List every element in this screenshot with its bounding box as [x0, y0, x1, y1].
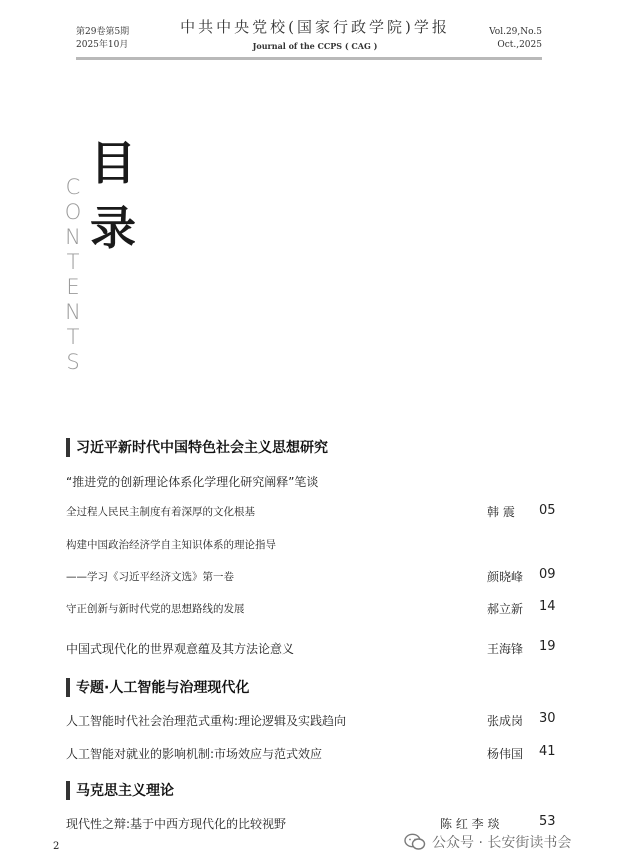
page-number: 2 — [53, 841, 60, 852]
journal-title-en: Journal of the CCPS ( CAG ) — [252, 41, 378, 51]
toc-item-title[interactable]: 守正创新与新时代党的思想路线的发展 — [66, 603, 245, 615]
title-char-lu: 录 — [90, 201, 136, 255]
section-title: 专题·人工智能与治理现代化 — [76, 680, 250, 696]
volume-en: Vol.29,No.5 — [489, 27, 542, 37]
header-center — [150, 16, 480, 51]
section-bar — [66, 678, 70, 697]
contents-letter: E — [66, 275, 80, 299]
toc-item-author: 韩 震 — [487, 505, 515, 519]
date-en: Oct.,2025 — [497, 40, 542, 50]
section-heading — [66, 676, 249, 698]
watermark — [404, 832, 571, 852]
contents-letter: T — [66, 325, 80, 349]
toc-item-page[interactable]: 53 — [539, 814, 556, 829]
toc-item-title[interactable]: 现代性之辩:基于中西方现代化的比较视野 — [66, 817, 287, 831]
toc-item-title[interactable]: 全过程人民民主制度有着深厚的文化根基 — [66, 506, 255, 518]
header-rule — [76, 57, 542, 60]
contents-letter: N — [65, 225, 81, 249]
section-heading — [66, 779, 174, 801]
contents-letter: C — [65, 175, 81, 199]
toc-item-author: 王海锋 — [487, 642, 524, 656]
contents-letter: O — [64, 200, 82, 224]
toc-item-page[interactable]: 05 — [539, 503, 556, 518]
contents-letter: N — [65, 300, 81, 324]
section-bar — [66, 781, 70, 800]
toc-item-author: 颜晓峰 — [487, 570, 524, 584]
toc-item-page[interactable]: 41 — [539, 744, 556, 759]
toc-item-page[interactable]: 14 — [539, 599, 556, 614]
toc-item-author: 郝立新 — [487, 602, 524, 616]
toc-item-author: 张成岗 — [487, 714, 524, 728]
toc-item-author: 陈 红 李 琰 — [440, 817, 500, 831]
toc-item-author: 杨伟国 — [487, 747, 524, 761]
toc-item-page[interactable]: 19 — [539, 639, 556, 654]
toc-item-page[interactable]: 30 — [539, 711, 556, 726]
watermark-text: 公众号 · 长安街读书会 — [432, 835, 572, 851]
header-right — [489, 26, 542, 52]
toc-item-title[interactable]: 人工智能时代社会治理范式重构:理论逻辑及实践趋向 — [66, 714, 347, 728]
section-bar — [66, 438, 70, 457]
journal-title-cn: 中共中央党校(国家行政学院)学报 — [180, 18, 450, 36]
header-left — [76, 26, 129, 52]
toc-item-title-line2[interactable]: ——学习《习近平经济文选》第一卷 — [66, 571, 234, 583]
section-subtitle[interactable]: “推进党的创新理论体系化学理化研究阐释”笔谈 — [66, 475, 319, 489]
section-heading — [66, 436, 328, 458]
section-title: 马克思主义理论 — [76, 783, 174, 799]
toc-item-title[interactable]: 人工智能对就业的影响机制:市场效应与范式效应 — [66, 747, 323, 761]
date-cn: 2025年10月 — [76, 40, 129, 50]
toc-item-title[interactable]: 中国式现代化的世界观意蕴及其方法论意义 — [66, 642, 295, 656]
section-title: 习近平新时代中国特色社会主义思想研究 — [76, 440, 328, 456]
toc-item-title[interactable]: 构建中国政治经济学自主知识体系的理论指导 — [66, 539, 276, 551]
toc-item-page[interactable]: 09 — [539, 567, 556, 582]
contents-letter: S — [66, 350, 80, 374]
contents-vertical — [64, 175, 82, 375]
title-char-mu: 目 — [90, 136, 136, 190]
volume-cn: 第29卷第5期 — [76, 27, 130, 37]
wechat-icon — [404, 833, 426, 851]
contents-letter: T — [66, 250, 80, 274]
